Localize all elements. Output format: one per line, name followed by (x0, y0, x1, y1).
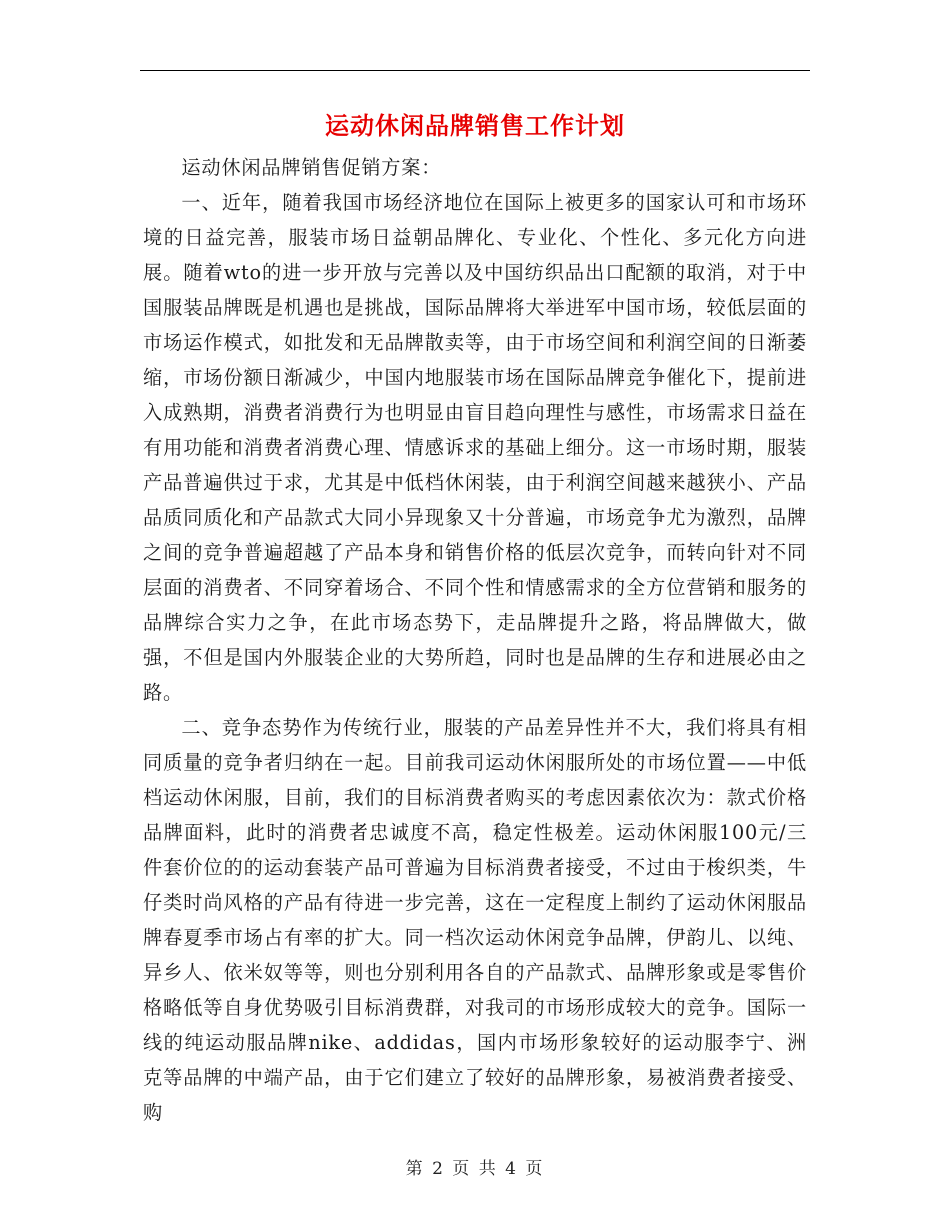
paragraph-market-overview: 一、近年，随着我国市场经济地位在国际上被更多的国家认可和市场环境的日益完善，服装市场日益朝品牌化、专业化、个性化、多元化方向进展。随着wto的进一步开放与完善以及中国纺织品出口配额的取消，对于中国服装品牌既是机遇也是挑战，国际品牌将大举进军中国市场，较低层面的市场运作模式，如批发和无品牌散卖等，由于市场空间和利润空间的日渐萎缩，市场份额日渐减少，中国内地服装市场在国际品牌竞争催化下，提前进入成熟期，消费者消费行为也明显由盲目趋向理性与感性，市场需求日益在有用功能和消费者消费心理、情感诉求的基础上细分。这一市场时期，服装产品普遍供过于求，尤其是中低档休闲装，由于利润空间越来越狭小、产品品质同质化和产品款式大同小异现象又十分普遍，市场竞争尤为激烈，品牌之间的竞争普遍超越了产品本身和销售价格的低层次竞争，而转向针对不同层面的消费者、不同穿着场合、不同个性和情感需求的全方位营销和服务的品牌综合实力之争，在此市场态势下，走品牌提升之路，将品牌做大，做强，不但是国内外服装企业的大势所趋，同时也是品牌的生存和进展必由之路。 (143, 191, 807, 704)
header-rule (140, 70, 810, 71)
paragraph-competition: 二、竞争态势作为传统行业，服装的产品差异性并不大，我们将具有相同质量的竞争者归纳在一起。目前我司运动休闲服所处的市场位置——中低档运动休闲服，目前，我们的目标消费者购买的考虑因素依次为：款式价格品牌面料，此时的消费者忠诚度不高，稳定性极差。运动休闲服100元/三件套价位的的运动套装产品可普遍为目标消费者接受，不过由于梭织类，牛仔类时尚风格的产品有待进一步完善，这在一定程度上制约了运动休闲服品牌春夏季市场占有率的扩大。同一档次运动休闲竞争品牌，伊韵儿、以纯、异乡人、依米奴等等，则也分别利用各自的产品款式、品牌形象或是零售价格略低等自身优势吸引目标消费群，对我司的市场形成较大的竞争。国际一线的纯运动服品牌nike、addidas，国内市场形象较好的运动服李宁、洲克等品牌的中端产品，由于它们建立了较好的品牌形象，易被消费者接受、购 (143, 716, 807, 1124)
document-title: 运动休闲品牌销售工作计划 (325, 111, 625, 140)
document-body (143, 150, 807, 1130)
paragraph-intro: 运动休闲品牌销售促销方案： (181, 156, 442, 179)
page-number-footer: 第 2 页 共 4 页 (405, 1159, 545, 1179)
